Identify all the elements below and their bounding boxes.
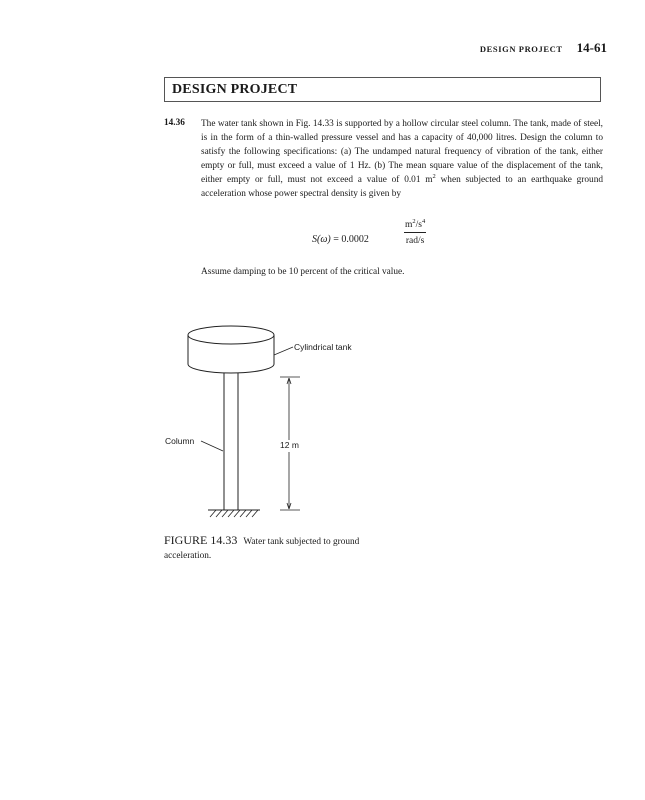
page-number: 14-61	[576, 40, 607, 55]
tank-leader-line	[274, 347, 293, 355]
tank-label: Cylindrical tank	[294, 342, 352, 352]
ground-hatching	[210, 510, 258, 517]
equation-coefficient: = 0.0002	[330, 234, 369, 245]
running-head-title: DESIGN PROJECT	[479, 44, 563, 54]
water-tank-diagram	[160, 320, 400, 530]
equation-denominator: rad/s	[405, 236, 425, 246]
height-label: 12 m	[280, 440, 299, 450]
figure-number: FIGURE 14.33	[164, 533, 238, 547]
water-tank-figure	[160, 320, 400, 530]
column-label: Column	[165, 436, 195, 446]
problem-text-superscript: 2	[432, 173, 436, 181]
equation-fraction	[404, 220, 426, 246]
problem-number: 14.36	[164, 118, 185, 128]
running-head	[480, 40, 607, 56]
problem-statement	[201, 117, 603, 202]
problem-text-part2: when subjected to an earthquake ground acceleration whose power spectral density is given by	[201, 175, 603, 200]
equation-numerator: $m^2/s^4$	[404, 220, 426, 233]
equation-lhs: S(ω)	[312, 234, 331, 245]
damping-statement: Assume damping to be 10 percent of the critical value.	[201, 267, 405, 277]
figure-caption	[164, 533, 404, 563]
problem-text-part1: The water tank shown in Fig. 14.33 is supported by a hollow circular steel column. The tank, made of steel, is in the form of a thin-walled pressure vessel and has a capacity of 40,000 litres. Design the column to satisfy the following specifications: (a) The undamped natural frequency of vibration of the tank, either empty or full, must exceed a value of 1 Hz. (b) The mean square value of the displacement of the tank, either empty or full, must not exceed a value of 0.01 m	[201, 119, 603, 186]
column-leader-line	[201, 441, 223, 451]
section-heading-box	[164, 77, 601, 102]
figure-caption-text: Water tank subjected to ground acceleration.	[164, 537, 360, 561]
section-title: DESIGN PROJECT	[172, 82, 298, 97]
tank-top	[188, 326, 274, 344]
